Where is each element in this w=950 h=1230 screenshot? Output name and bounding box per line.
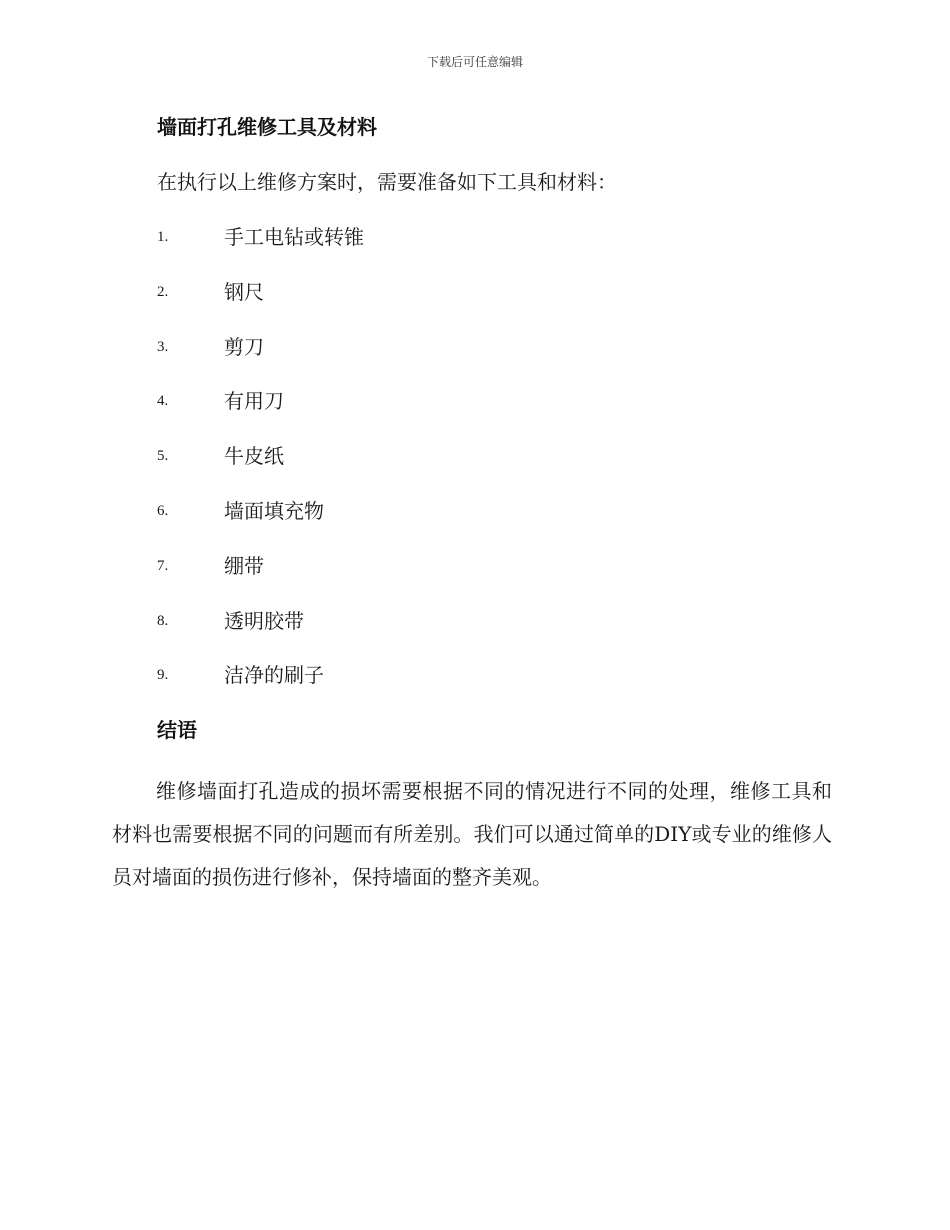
list-item-text: 手工电钻或转锥 [224,225,364,249]
list-item-text: 透明胶带 [224,608,304,633]
list-item [157,442,757,497]
list-item-number: 9. [157,667,169,684]
list-item-text: 绷带 [224,553,264,578]
list-item-number: 7. [157,557,169,574]
list-item [157,661,757,716]
list-item-text: 有用刀 [224,389,284,414]
list-item-text: 墙面填充物 [224,498,324,523]
list-item [157,497,757,552]
list-item [157,552,757,607]
list-item [157,278,757,333]
list-item-number: 1. [157,229,169,245]
list-item-text: 钢尺 [224,279,264,304]
tools-intro-text: 在执行以上维修方案时，需要准备如下工具和材料： [157,170,617,194]
conclusion-section-heading: 结语 [157,718,197,742]
list-item-number: 3. [157,338,169,355]
list-item-number: 2. [157,283,169,300]
list-item-number: 5. [157,448,169,465]
tools-section-heading: 墙面打孔维修工具及材料 [157,115,377,139]
conclusion-paragraph: 维修墙面打孔造成的损坏需要根据不同的情况进行不同的处理，维修工具和材料也需要根据不同的问题而有所差别。我们可以通过简单的DIY或专业的维修人员对墙面的损伤进行修补，保持墙面的整齐美观。 [112,779,832,889]
list-item-number: 8. [157,612,169,629]
list-item [157,607,757,662]
list-item [157,333,757,388]
list-item-text: 剪刀 [224,334,264,359]
list-item-text: 牛皮纸 [224,444,284,469]
list-item-number: 4. [157,393,169,410]
list-item [157,223,757,278]
page-header-note: 下载后可任意编辑 [426,55,523,69]
tools-list [157,223,757,716]
list-item-text: 洁净的刷子 [224,663,324,688]
list-item [157,387,757,442]
list-item-number: 6. [157,502,169,519]
